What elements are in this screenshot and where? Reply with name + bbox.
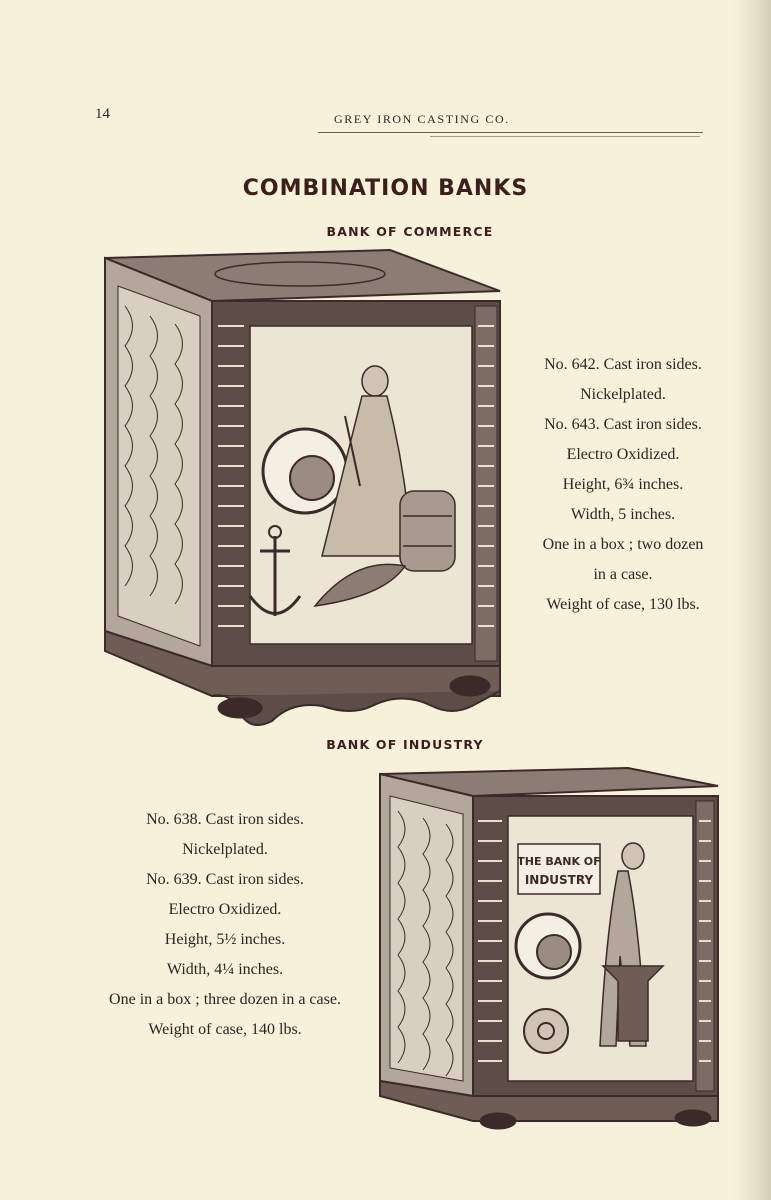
desc-line: No. 639. Cast iron sides. (146, 871, 304, 888)
desc-line: Nickelplated. (580, 386, 666, 403)
header-rule-secondary (430, 136, 700, 137)
desc-line: Height, 5½ inches. (164, 931, 286, 948)
desc-line: Height, 6¾ inches. (562, 476, 684, 493)
bank-of-industry-description (80, 805, 370, 1045)
plaque-line-1: THE BANK OF (517, 855, 601, 868)
desc-line: Electro Oxidized. (168, 901, 282, 918)
desc-line: Electro Oxidized. (566, 446, 680, 463)
bank-of-commerce-illustration (100, 246, 505, 726)
barrel (400, 491, 455, 571)
desc-line: in a case. (593, 566, 653, 583)
desc-line: Width, 4¼ inches. (166, 961, 284, 978)
plaque-line-2: INDUSTRY (524, 873, 594, 887)
desc-line: One in a box ; three dozen in a case. (109, 991, 341, 1008)
header-rule (318, 132, 703, 133)
desc-line: No. 638. Cast iron sides. (146, 811, 304, 828)
desc-line: No. 643. Cast iron sides. (544, 416, 702, 433)
product-title-industry: BANK OF INDUSTRY (326, 737, 484, 752)
bank-of-commerce-description (512, 350, 734, 620)
desc-line: Weight of case, 140 lbs. (148, 1021, 302, 1038)
bank-of-industry-illustration (378, 766, 723, 1131)
desc-line: Nickelplated. (182, 841, 268, 858)
product-title-commerce: BANK OF COMMERCE (326, 224, 494, 239)
running-title: GREY IRON CASTING CO. (334, 112, 510, 126)
page-title: COMBINATION BANKS (242, 176, 529, 201)
desc-line: Width, 5 inches. (570, 506, 676, 523)
gear-emblem (524, 1009, 568, 1053)
desc-line: One in a box ; two dozen (542, 536, 704, 553)
desc-line: No. 642. Cast iron sides. (544, 356, 702, 373)
page-number: 14 (95, 106, 110, 122)
desc-line: Weight of case, 130 lbs. (546, 596, 700, 613)
